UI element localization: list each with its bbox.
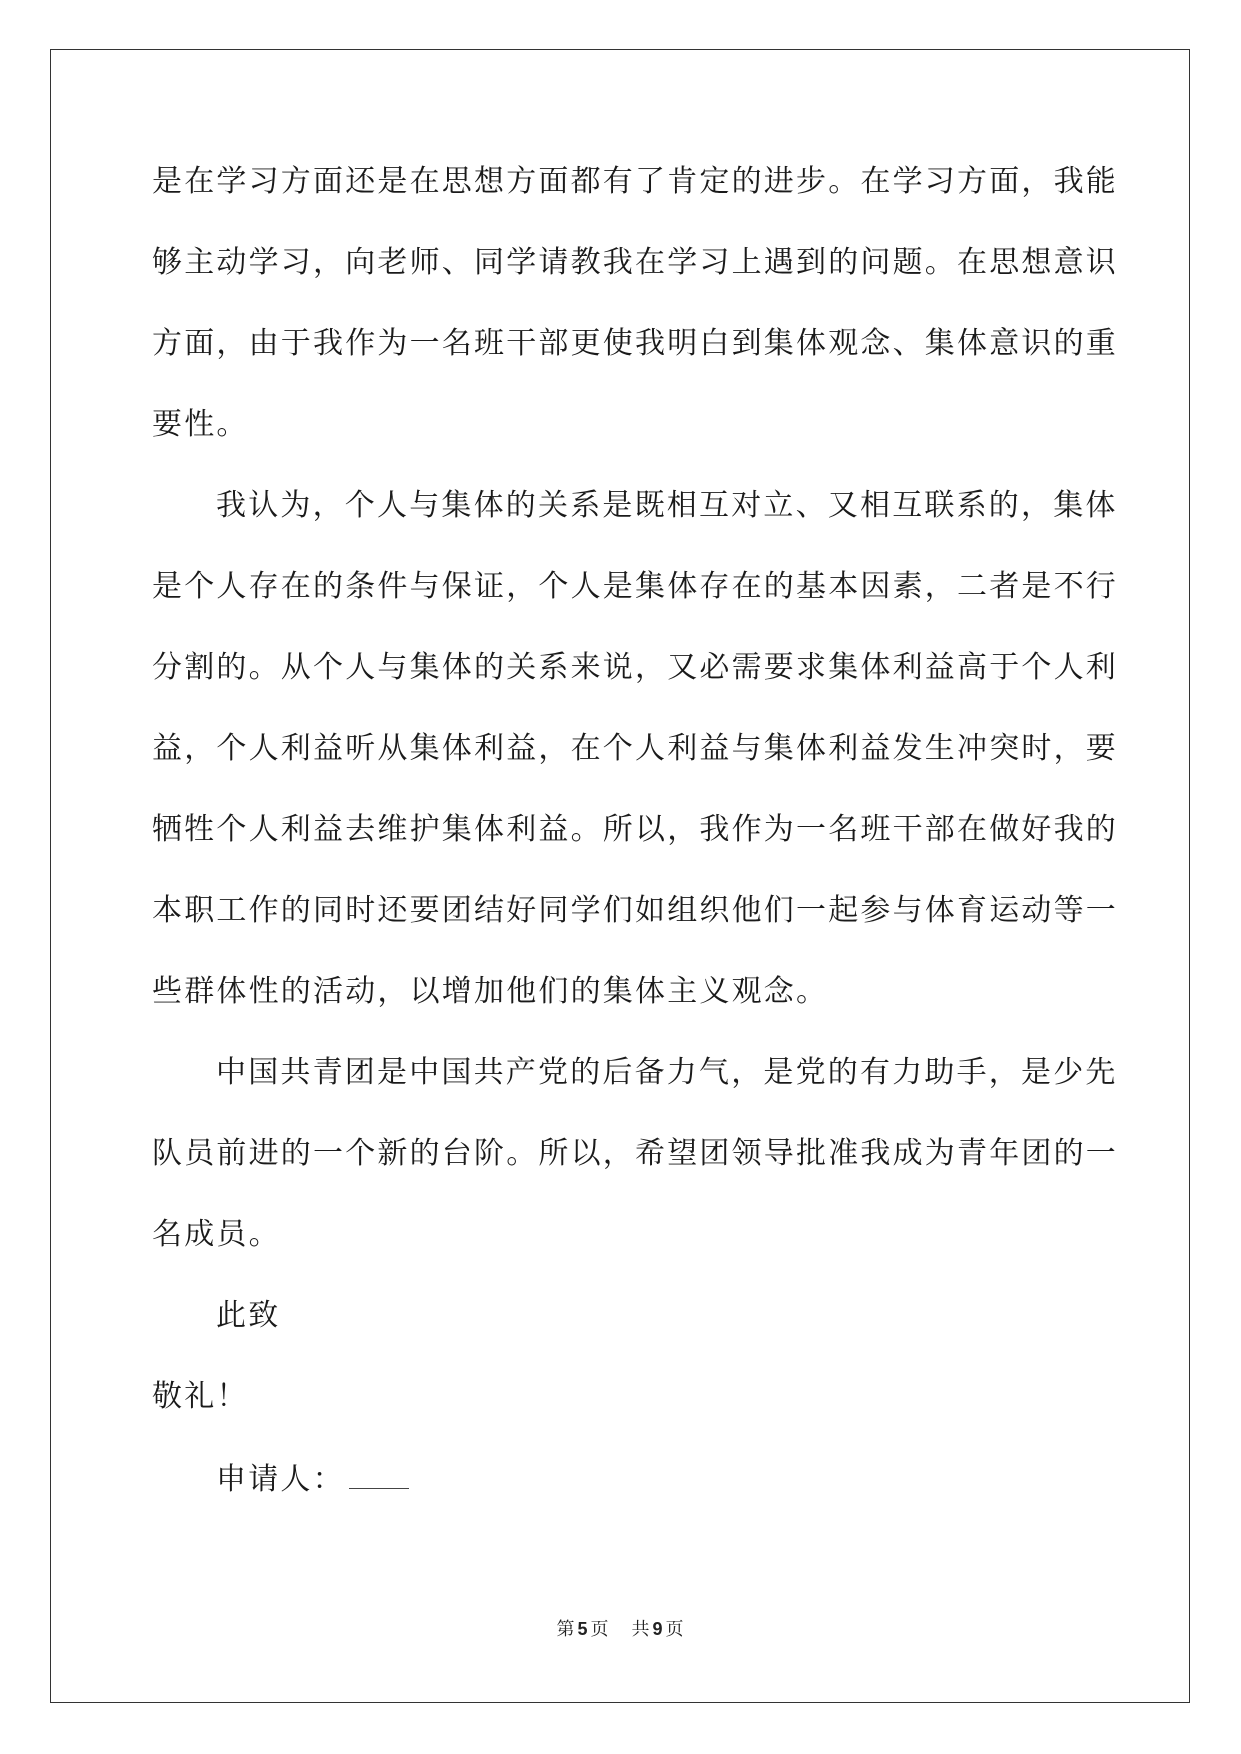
paragraph-line: 本职工作的同时还要团结好同学们如组织他们一起参与体育运动等一 [152,893,1118,928]
paragraph-line: 牺牲个人利益去维护集体利益。所以，我作为一名班干部在做好我的 [152,812,1118,847]
current-page-number: 5 [577,1619,589,1639]
paragraph-line: 益，个人利益听从集体利益，在个人利益与集体利益发生冲突时，要 [152,731,1118,766]
page-unit: 页 [590,1619,610,1640]
total-unit: 页 [665,1619,685,1640]
document-body [152,162,1118,1539]
paragraph-line: 是个人存在的条件与保证，个人是集体存在的基本因素，二者是不行 [152,569,1118,604]
applicant-signature-line [152,1458,1092,1539]
closing-salutation: 此致 [216,1298,281,1333]
page-footer [0,1615,1241,1641]
applicant-label: 申请人： [216,1462,345,1497]
signature-blank [349,1458,409,1489]
paragraph-line: 名成员。 [152,1217,281,1252]
paragraph-line: 我认为，个人与集体的关系是既相互对立、又相互联系的，集体 [216,488,1118,523]
paragraph-line: 够主动学习，向老师、同学请教我在学习上遇到的问题。在思想意识 [152,245,1118,280]
total-prefix: 共 [631,1619,651,1640]
paragraph-line: 队员前进的一个新的台阶。所以，希望团领导批准我成为青年团的一 [152,1136,1118,1171]
page-prefix: 第 [556,1619,576,1640]
total-pages-number: 9 [652,1619,664,1639]
closing-regards: 敬礼！ [152,1379,249,1414]
paragraph-line: 中国共青团是中国共产党的后备力气，是党的有力助手，是少先 [216,1055,1118,1090]
paragraph-line: 些群体性的活动，以增加他们的集体主义观念。 [152,974,829,1009]
paragraph-line: 分割的。从个人与集体的关系来说，又必需要求集体利益高于个人利 [152,650,1118,685]
paragraph-line: 方面，由于我作为一名班干部更使我明白到集体观念、集体意识的重 [152,326,1118,361]
paragraph-line: 是在学习方面还是在思想方面都有了肯定的进步。在学习方面，我能 [152,164,1118,199]
paragraph-line: 要性。 [152,407,249,442]
